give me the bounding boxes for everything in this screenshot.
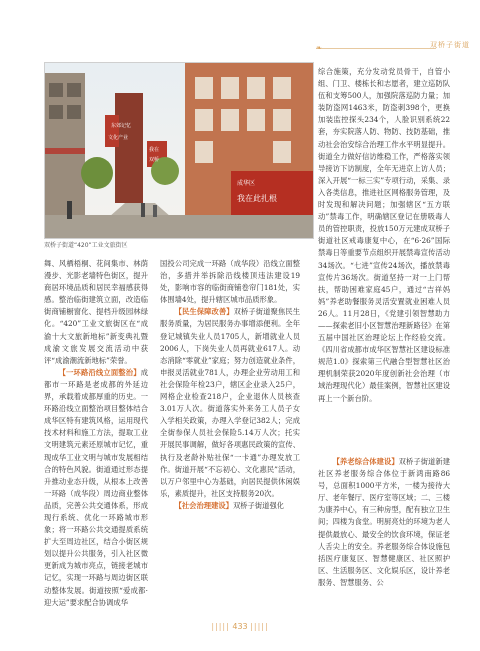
sign-text: 文化产业: [108, 135, 129, 141]
text-column-1: [44, 258, 148, 609]
paragraph: 双桥子街道强化: [232, 500, 285, 510]
text-column-2: [160, 258, 300, 512]
photo-caption: 双桥子街道“420”工业文旅街区: [44, 242, 128, 249]
paragraph: 综合施策，充分发动党员骨干，自管小组、门卫、楼栋长和志愿者，建立巡防队伍和支筹500人，加强院落巡防力量；加装防盗网1463米，防盗刺398个，更换加装监控探头234个，人脸识别系统22套，夯实院落人防、物防、技防基础，推动社会治安综合治理工作水平明显提升。街道全力做好信访维稳工作，严格落实领导接访下访制度，全年无进京上访人员；深入开展“一标三实”专项行动，采集、录入各类信息，推进社区网格服务管理，及时发现和解决问题；加强辖区“五方联动”禁毒工作，明确辖区登记在册吸毒人员的管控职责，投放150万元建成双桥子街道社区戒毒康复中心，在“6·26”国际禁毒日等重要节点组织开展禁毒宣传活动34场次。“七进”宣传24场次，播放禁毒宣传片36场次。街道坚持一对一上门帮扶，帮助困难家庭45户，通过“吉祥妈妈”养老助餐服务灵活安置就业困难人员26人。11月28日，《党建引领智慧助力——探索老旧小区智慧治理新路径》在第五届中国社区治理论坛上作经验交流。《四川省成都市成华区智慧社区建设标准规范1.0》探索第三代融合型智慧社区治理机制荣获2020年度创新社会治理（市域治理现代化）最佳案例，智慧社区建设再上一个新台阶。: [318, 67, 450, 403]
sign-text: 东郊记忆: [111, 123, 132, 129]
street-photo: [44, 62, 314, 239]
paragraph: 舞、风栖梧桐、花间集市、林荫漫步、光影老墙特色街区，提升商居环境品质和居民幸福感获得感。整治临街建筑立面，改造临街商铺橱窗化、提档升级园林绿化。“420”工业文旅街区在“成渝十大文旅新地标”新变典礼暨成渝文旅发展交流活动中获评“成渝潮流新地标”荣誉。: [44, 259, 148, 365]
paragraph: 双桥子街道聚焦民生服务质量，为居民服务办事增添便利。全年登记城镇失业人员1705人，新增就业人员2006人，下岗失业人员再就业617人。动态消除“零就业”家庭；努力创造就业条件，申报灵活就业781人，办理企业劳动用工和社会保险年检23户，辖区企业录入25户，网格企业检查218户，企业退休人员核查3.01万人次。街道落实外来务工人员子女入学相关政策，办理入学登记382人；完成全街参保人员社会保险5.14万人次；托实开展民事调解，做好各项惠民政策的宣传、执行及老龄补贴社保“一卡通”办理发放工作。街道开展“不忘初心、文化惠民”活动，以万户邻里中心为基础，向居民提供休闲娱乐，素质提升，社区支持服务20次。: [160, 307, 301, 498]
sign-text: 我在此扎根: [237, 194, 277, 203]
sign-text: 成华区: [237, 180, 256, 187]
folio-bars: |||||: [250, 622, 269, 631]
section-heading: 【社会治理建设】: [174, 500, 233, 510]
paragraph: 国投公司完成一环路（成华段）沿线立面整治，多措并举拆除沿线楼顶违法建设19处，影响市容的临街商铺卷帘门181处，实体围墙4处，提升辖区城市品质形象。: [160, 259, 300, 305]
folio-bars: |||||: [211, 622, 230, 631]
paragraph: 双桥子街道新建社区养老服务综合体位于新鸿南路86号，总面积1000平方米，一楼为接待大厅、老年餐厅、医疗室等区域；二、三楼为康养中心，有三种房型，配有独立卫生间；四楼为食堂。明厨亮灶的环境为老人提供最放心、最安全的饮食环境，保证老人舌尖上的安全。养老服务综合体设施包括医疗康复区、智慧健康区、社区照护区、生活服务区、文化娱乐区，设计养老服务、智慧服务、公: [318, 457, 451, 587]
header-ornament-icon: ❧: [316, 44, 322, 52]
text-column-3: [318, 66, 450, 405]
section-heading: 【养老综合体建设】: [332, 457, 399, 466]
sign-text: 我在: [149, 147, 160, 153]
section-heading: 【民生保障改善】: [174, 307, 234, 317]
page-number-text: 433: [232, 622, 248, 631]
street-scene-illustration: [45, 63, 313, 238]
page-number: [0, 622, 480, 631]
text-column-3-lower: [318, 456, 450, 589]
paragraph: 成都市一环路是老成都的外延边界，承载着成都厚重的历史。一环路沿线立面整治项目整体结合成华区特有建筑风格，运用现代技术材料和施工方法，提取工业文明建筑元素还原城市记忆，重现成华工业文明与城市发展相结合的特色风貌。街道通过形态提升推动业态升级，从根本上改善一环路（成华段）周边商业整体品质，完善公共交通体系，形成现行系统、优化一环路城市形象；将一环路公共交通提质系统扩大至周边社区，结合小街区规划以提升公共服务，引入社区微更新成为城市亮点，链接老城市记忆，实现一环路与周边街区联动整体发展。街道按照“爱成都·迎大运”要求配合协调成华: [44, 367, 148, 607]
header-rule: [316, 48, 436, 49]
section-heading: 【一环路沿线立面整治】: [58, 367, 141, 377]
sign-text: 双桥: [149, 157, 160, 163]
section-header: 双桥子街道: [430, 41, 470, 49]
